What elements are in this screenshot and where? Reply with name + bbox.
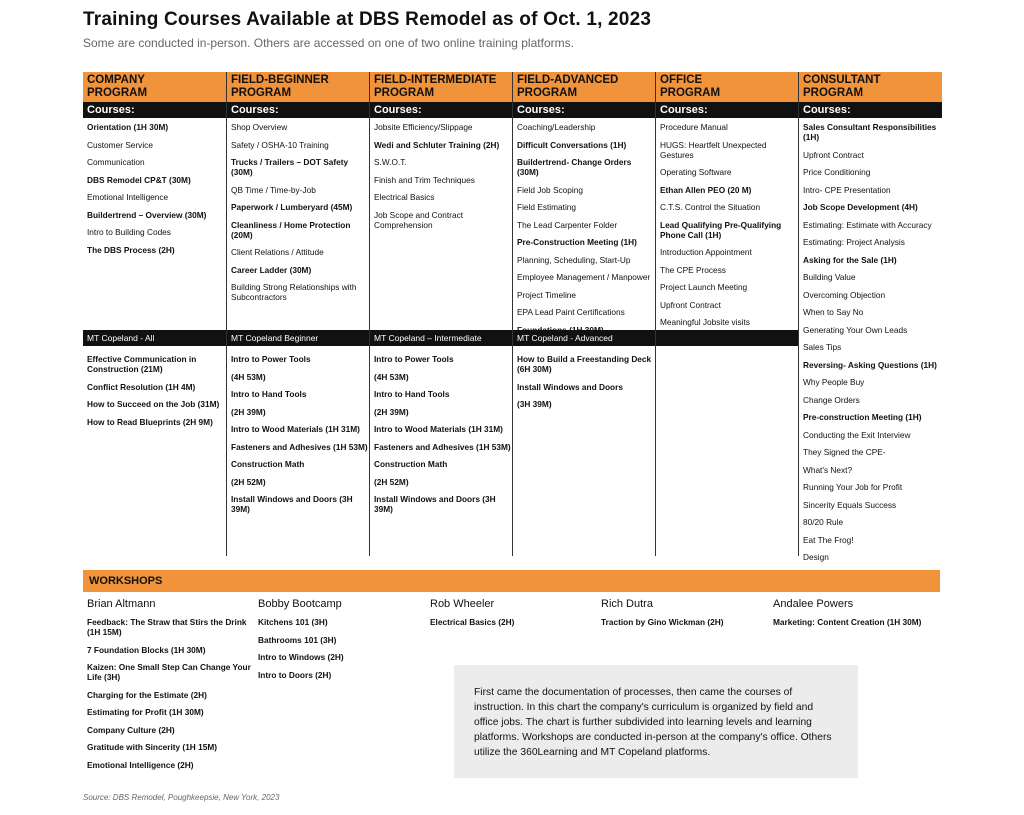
course-item: Client Relations / Attitude bbox=[231, 247, 324, 257]
mt-course-item: (3H 39M) bbox=[517, 399, 552, 409]
course-item: Why People Buy bbox=[803, 377, 865, 387]
workshop-list bbox=[87, 617, 257, 770]
course-item: DBS Remodel CP&T (30M) bbox=[87, 174, 191, 185]
program-header-line: CONSULTANT bbox=[803, 74, 881, 86]
course-item: Intro- CPE Presentation bbox=[803, 184, 891, 195]
course-item: Asking for the Sale (1H) bbox=[803, 254, 897, 265]
workshop-item: Bathrooms 101 (3H) bbox=[258, 634, 337, 645]
workshop-item: 7 Foundation Blocks (1H 30M) bbox=[87, 644, 206, 655]
course-item: Job Scope and Contract Comprehension bbox=[374, 209, 464, 230]
mt-copeland-label: MT Copeland Beginner bbox=[227, 330, 370, 346]
course-item: Emotional Intelligence bbox=[87, 192, 169, 202]
workshop-presenter bbox=[773, 598, 943, 635]
course-item: Pre-construction Meeting (1H) bbox=[803, 412, 922, 422]
mt-course-item: (2H 52M) bbox=[231, 476, 266, 487]
mt-course-item: Fasteners and Adhesives (1H 53M) bbox=[231, 441, 368, 452]
mt-course-item: Conflict Resolution (1H 4M) bbox=[87, 381, 196, 392]
course-list bbox=[87, 122, 224, 262]
mt-course-item: (2H 52M) bbox=[374, 476, 409, 487]
program-header bbox=[513, 72, 656, 102]
workshop-item: Kaizen: One Small Step Can Change Your Life (3H) bbox=[87, 662, 251, 682]
program-header-line: FIELD-ADVANCED bbox=[517, 74, 619, 86]
course-item: Sincerity Equals Success bbox=[803, 499, 897, 510]
program-header-line: PROGRAM bbox=[374, 87, 435, 99]
course-item: Operating Software bbox=[660, 167, 732, 177]
workshop-item: Feedback: The Straw that Stirs the Drink (1H 15M) bbox=[87, 617, 247, 637]
course-item: Difficult Conversations (1H) bbox=[517, 139, 627, 150]
mt-course-item: Install Windows and Doors (3H 39M) bbox=[374, 494, 496, 514]
mt-course-list bbox=[87, 354, 224, 434]
mt-course-item: Intro to Hand Tools bbox=[374, 389, 450, 399]
course-item: EPA Lead Paint Certifications bbox=[517, 307, 625, 317]
source-credit: Source: DBS Remodel, Poughkeepsie, New York, 2023 bbox=[83, 793, 280, 802]
course-item: What's Next? bbox=[803, 464, 853, 475]
course-item: Career Ladder (30M) bbox=[231, 264, 312, 275]
workshop-list bbox=[258, 617, 428, 680]
course-item: Trucks / Trailers – DOT Safety (30M) bbox=[231, 157, 349, 177]
course-list bbox=[231, 122, 368, 310]
mt-course-item: Construction Math bbox=[231, 459, 305, 469]
course-item: Eat The Frog! bbox=[803, 534, 854, 545]
mt-course-item: Install Windows and Doors bbox=[517, 381, 623, 392]
course-item: Cleanliness / Home Protection (20M) bbox=[231, 219, 351, 240]
mt-course-item: Intro to Power Tools bbox=[231, 354, 311, 364]
course-item: Procedure Manual bbox=[660, 122, 728, 132]
courses-label: Courses: bbox=[83, 102, 226, 118]
program-column bbox=[226, 72, 370, 556]
course-item: Field Estimating bbox=[517, 202, 577, 212]
workshop-item: Gratitude with Sincerity (1H 15M) bbox=[87, 742, 218, 752]
mt-course-item: Intro to Wood Materials (1H 31M) bbox=[231, 424, 360, 434]
program-header-line: FIELD-BEGINNER bbox=[231, 74, 329, 86]
mt-course-item: Install Windows and Doors (3H 39M) bbox=[231, 494, 353, 514]
course-item: Project Timeline bbox=[517, 289, 577, 300]
courses-label: Courses: bbox=[513, 102, 656, 118]
mt-course-item: Construction Math bbox=[374, 459, 448, 469]
program-column bbox=[512, 72, 656, 556]
course-item: Overcoming Objection bbox=[803, 289, 886, 300]
course-item: Communication bbox=[87, 157, 145, 167]
mt-course-item: How to Read Blueprints (2H 9M) bbox=[87, 416, 213, 427]
program-header-line: PROGRAM bbox=[660, 87, 721, 99]
course-item: The DBS Process (2H) bbox=[87, 244, 175, 255]
course-list bbox=[660, 122, 797, 335]
courses-label: Courses: bbox=[656, 102, 799, 118]
course-item: Reversing- Asking Questions (1H) bbox=[803, 359, 937, 370]
course-item: Paperwork / Lumberyard (45M) bbox=[231, 202, 353, 212]
course-item: Estimating: Estimate with Accuracy bbox=[803, 219, 932, 230]
courses-label: Courses: bbox=[370, 102, 513, 118]
program-header bbox=[227, 72, 370, 102]
course-item: Project Launch Meeting bbox=[660, 282, 748, 292]
program-column bbox=[798, 72, 942, 562]
presenter-name: Brian Altmann bbox=[87, 598, 156, 610]
workshop-presenter bbox=[430, 598, 600, 635]
workshop-item: Electrical Basics (2H) bbox=[430, 617, 515, 627]
program-header-line: PROGRAM bbox=[803, 87, 864, 99]
course-list bbox=[517, 122, 654, 342]
mt-course-item: Intro to Wood Materials (1H 31M) bbox=[374, 424, 503, 434]
course-item: Conducting the Exit Interview bbox=[803, 429, 911, 440]
course-item: Jobsite Efficiency/Slippage bbox=[374, 122, 473, 132]
course-item: The Lead Carpenter Folder bbox=[517, 219, 618, 230]
mt-course-item: How to Succeed on the Job (31M) bbox=[87, 399, 220, 409]
course-item: Introduction Appointment bbox=[660, 247, 752, 257]
program-header bbox=[799, 72, 942, 102]
course-list bbox=[374, 122, 511, 237]
page-title: Training Courses Available at DBS Remodel as of Oct. 1, 2023 bbox=[83, 9, 652, 30]
workshop-list bbox=[773, 617, 943, 627]
page-subtitle: Some are conducted in-person. Others are accessed on one of two online training platforms. bbox=[83, 36, 574, 50]
course-item: Sales Consultant Responsibilities (1H) bbox=[803, 122, 937, 142]
course-item: Sales Tips bbox=[803, 342, 842, 352]
courses-label: Courses: bbox=[227, 102, 370, 118]
course-item: QB Time / Time-by-Job bbox=[231, 184, 316, 195]
course-item: Lead Qualifying Pre-Qualifying Phone Call (1H) bbox=[660, 219, 782, 240]
course-item: Buildertrend- Change Orders (30M) bbox=[517, 157, 632, 177]
course-item: Generating Your Own Leads bbox=[803, 324, 908, 335]
program-header-line: FIELD-INTERMEDIATE bbox=[374, 74, 497, 86]
program-column bbox=[369, 72, 513, 556]
explanatory-note: First came the documentation of processes, then came the courses of instruction. In this chart the company's curriculum is organized by field and office jobs. The chart is further subdivided into learning levels and learning platforms. Workshops are conducted in-person at the company's office. Others utilize the 360Learning and MT Copeland platforms. bbox=[454, 665, 858, 778]
course-item: Wedi and Schluter Training (2H) bbox=[374, 139, 500, 150]
mt-copeland-label: MT Copeland – Intermediate bbox=[370, 330, 513, 346]
mt-course-item: Effective Communication in Construction (21M) bbox=[87, 354, 197, 374]
course-item: They Signed the CPE- bbox=[803, 447, 886, 457]
course-item: Ethan Allen PEO (20 M) bbox=[660, 184, 752, 195]
workshop-presenter bbox=[258, 598, 428, 687]
workshop-item: Charging for the Estimate (2H) bbox=[87, 689, 207, 700]
course-item: Intro to Building Codes bbox=[87, 227, 171, 237]
program-column bbox=[83, 72, 226, 556]
workshop-item: Emotional Intelligence (2H) bbox=[87, 759, 194, 770]
mt-course-item: Intro to Power Tools bbox=[374, 354, 454, 364]
course-item: Building Strong Relationships with Subcontractors bbox=[231, 282, 357, 302]
program-grid bbox=[83, 72, 940, 562]
courses-label: Courses: bbox=[799, 102, 942, 118]
workshop-item: Company Culture (2H) bbox=[87, 724, 175, 735]
mt-course-list bbox=[374, 354, 511, 522]
mt-course-item: (2H 39M) bbox=[374, 406, 409, 417]
course-item: Price Conditioning bbox=[803, 167, 871, 177]
workshops-header: WORKSHOPS bbox=[83, 570, 940, 592]
presenter-name: Rich Dutra bbox=[601, 598, 653, 610]
course-item: Change Orders bbox=[803, 394, 860, 405]
course-item: Pre-Construction Meeting (1H) bbox=[517, 237, 637, 247]
workshop-presenter bbox=[87, 598, 257, 777]
course-item: Building Value bbox=[803, 272, 856, 282]
course-item: Field Job Scoping bbox=[517, 184, 583, 195]
course-item: Orientation (1H 30M) bbox=[87, 122, 169, 132]
mt-copeland-label bbox=[656, 330, 799, 346]
program-header-line: COMPANY bbox=[87, 74, 145, 86]
mt-course-item: (4H 53M) bbox=[231, 371, 266, 382]
course-item: Customer Service bbox=[87, 139, 153, 150]
course-item: Buildertrend – Overview (30M) bbox=[87, 209, 207, 220]
course-item: Running Your Job for Profit bbox=[803, 482, 903, 492]
course-item: Upfront Contract bbox=[660, 299, 721, 310]
course-item: C.T.S. Control the Situation bbox=[660, 202, 761, 212]
mt-copeland-label: MT Copeland - All bbox=[83, 330, 226, 346]
course-item: Planning, Scheduling, Start-Up bbox=[517, 254, 631, 265]
course-item: The CPE Process bbox=[660, 264, 726, 275]
mt-course-item: How to Build a Freestanding Deck (6H 30M) bbox=[517, 354, 652, 374]
workshop-item: Traction by Gino Wickman (2H) bbox=[601, 617, 724, 627]
workshop-item: Estimating for Profit (1H 30M) bbox=[87, 707, 204, 717]
course-item: Job Scope Development (4H) bbox=[803, 202, 918, 212]
course-item: Estimating: Project Analysis bbox=[803, 237, 905, 247]
mt-course-item: (4H 53M) bbox=[374, 371, 409, 382]
workshop-item: Kitchens 101 (3H) bbox=[258, 617, 328, 627]
program-header-line: PROGRAM bbox=[231, 87, 292, 99]
presenter-name: Bobby Bootcamp bbox=[258, 598, 342, 610]
program-header-line: PROGRAM bbox=[517, 87, 578, 99]
course-item: Finish and Trim Techniques bbox=[374, 174, 475, 185]
program-header-line: PROGRAM bbox=[87, 87, 148, 99]
course-item: Meaningful Jobsite visits bbox=[660, 317, 750, 327]
mt-course-item: Intro to Hand Tools bbox=[231, 389, 307, 399]
program-header bbox=[656, 72, 799, 102]
program-header bbox=[370, 72, 513, 102]
workshop-list bbox=[430, 617, 600, 627]
course-list bbox=[803, 122, 940, 570]
program-column bbox=[655, 72, 799, 556]
workshop-item: Intro to Doors (2H) bbox=[258, 669, 332, 680]
workshop-presenter bbox=[601, 598, 771, 635]
course-item: Upfront Contract bbox=[803, 149, 864, 160]
workshop-item: Marketing: Content Creation (1H 30M) bbox=[773, 617, 922, 627]
course-item: Design bbox=[803, 552, 829, 562]
course-item: Employee Management / Manpower bbox=[517, 272, 651, 282]
presenter-name: Rob Wheeler bbox=[430, 598, 495, 610]
course-item: 80/20 Rule bbox=[803, 517, 844, 527]
course-item: HUGS: Heartfelt Unexpected Gestures bbox=[660, 139, 767, 160]
mt-course-list bbox=[517, 354, 654, 417]
workshop-item: Intro to Windows (2H) bbox=[258, 652, 344, 662]
course-item: S.W.O.T. bbox=[374, 157, 407, 167]
mt-copeland-label: MT Copeland - Advanced bbox=[513, 330, 656, 346]
program-header bbox=[83, 72, 226, 102]
mt-course-item: (2H 39M) bbox=[231, 406, 266, 417]
course-item: When to Say No bbox=[803, 307, 864, 317]
presenter-name: Andalee Powers bbox=[773, 598, 854, 610]
course-item: Safety / OSHA-10 Training bbox=[231, 139, 329, 150]
course-item: Coaching/Leadership bbox=[517, 122, 596, 132]
mt-course-list bbox=[231, 354, 368, 522]
mt-course-item: Fasteners and Adhesives (1H 53M) bbox=[374, 441, 511, 452]
course-item: Electrical Basics bbox=[374, 192, 435, 202]
workshop-list bbox=[601, 617, 771, 627]
course-item: Shop Overview bbox=[231, 122, 288, 132]
program-header-line: OFFICE bbox=[660, 74, 703, 86]
